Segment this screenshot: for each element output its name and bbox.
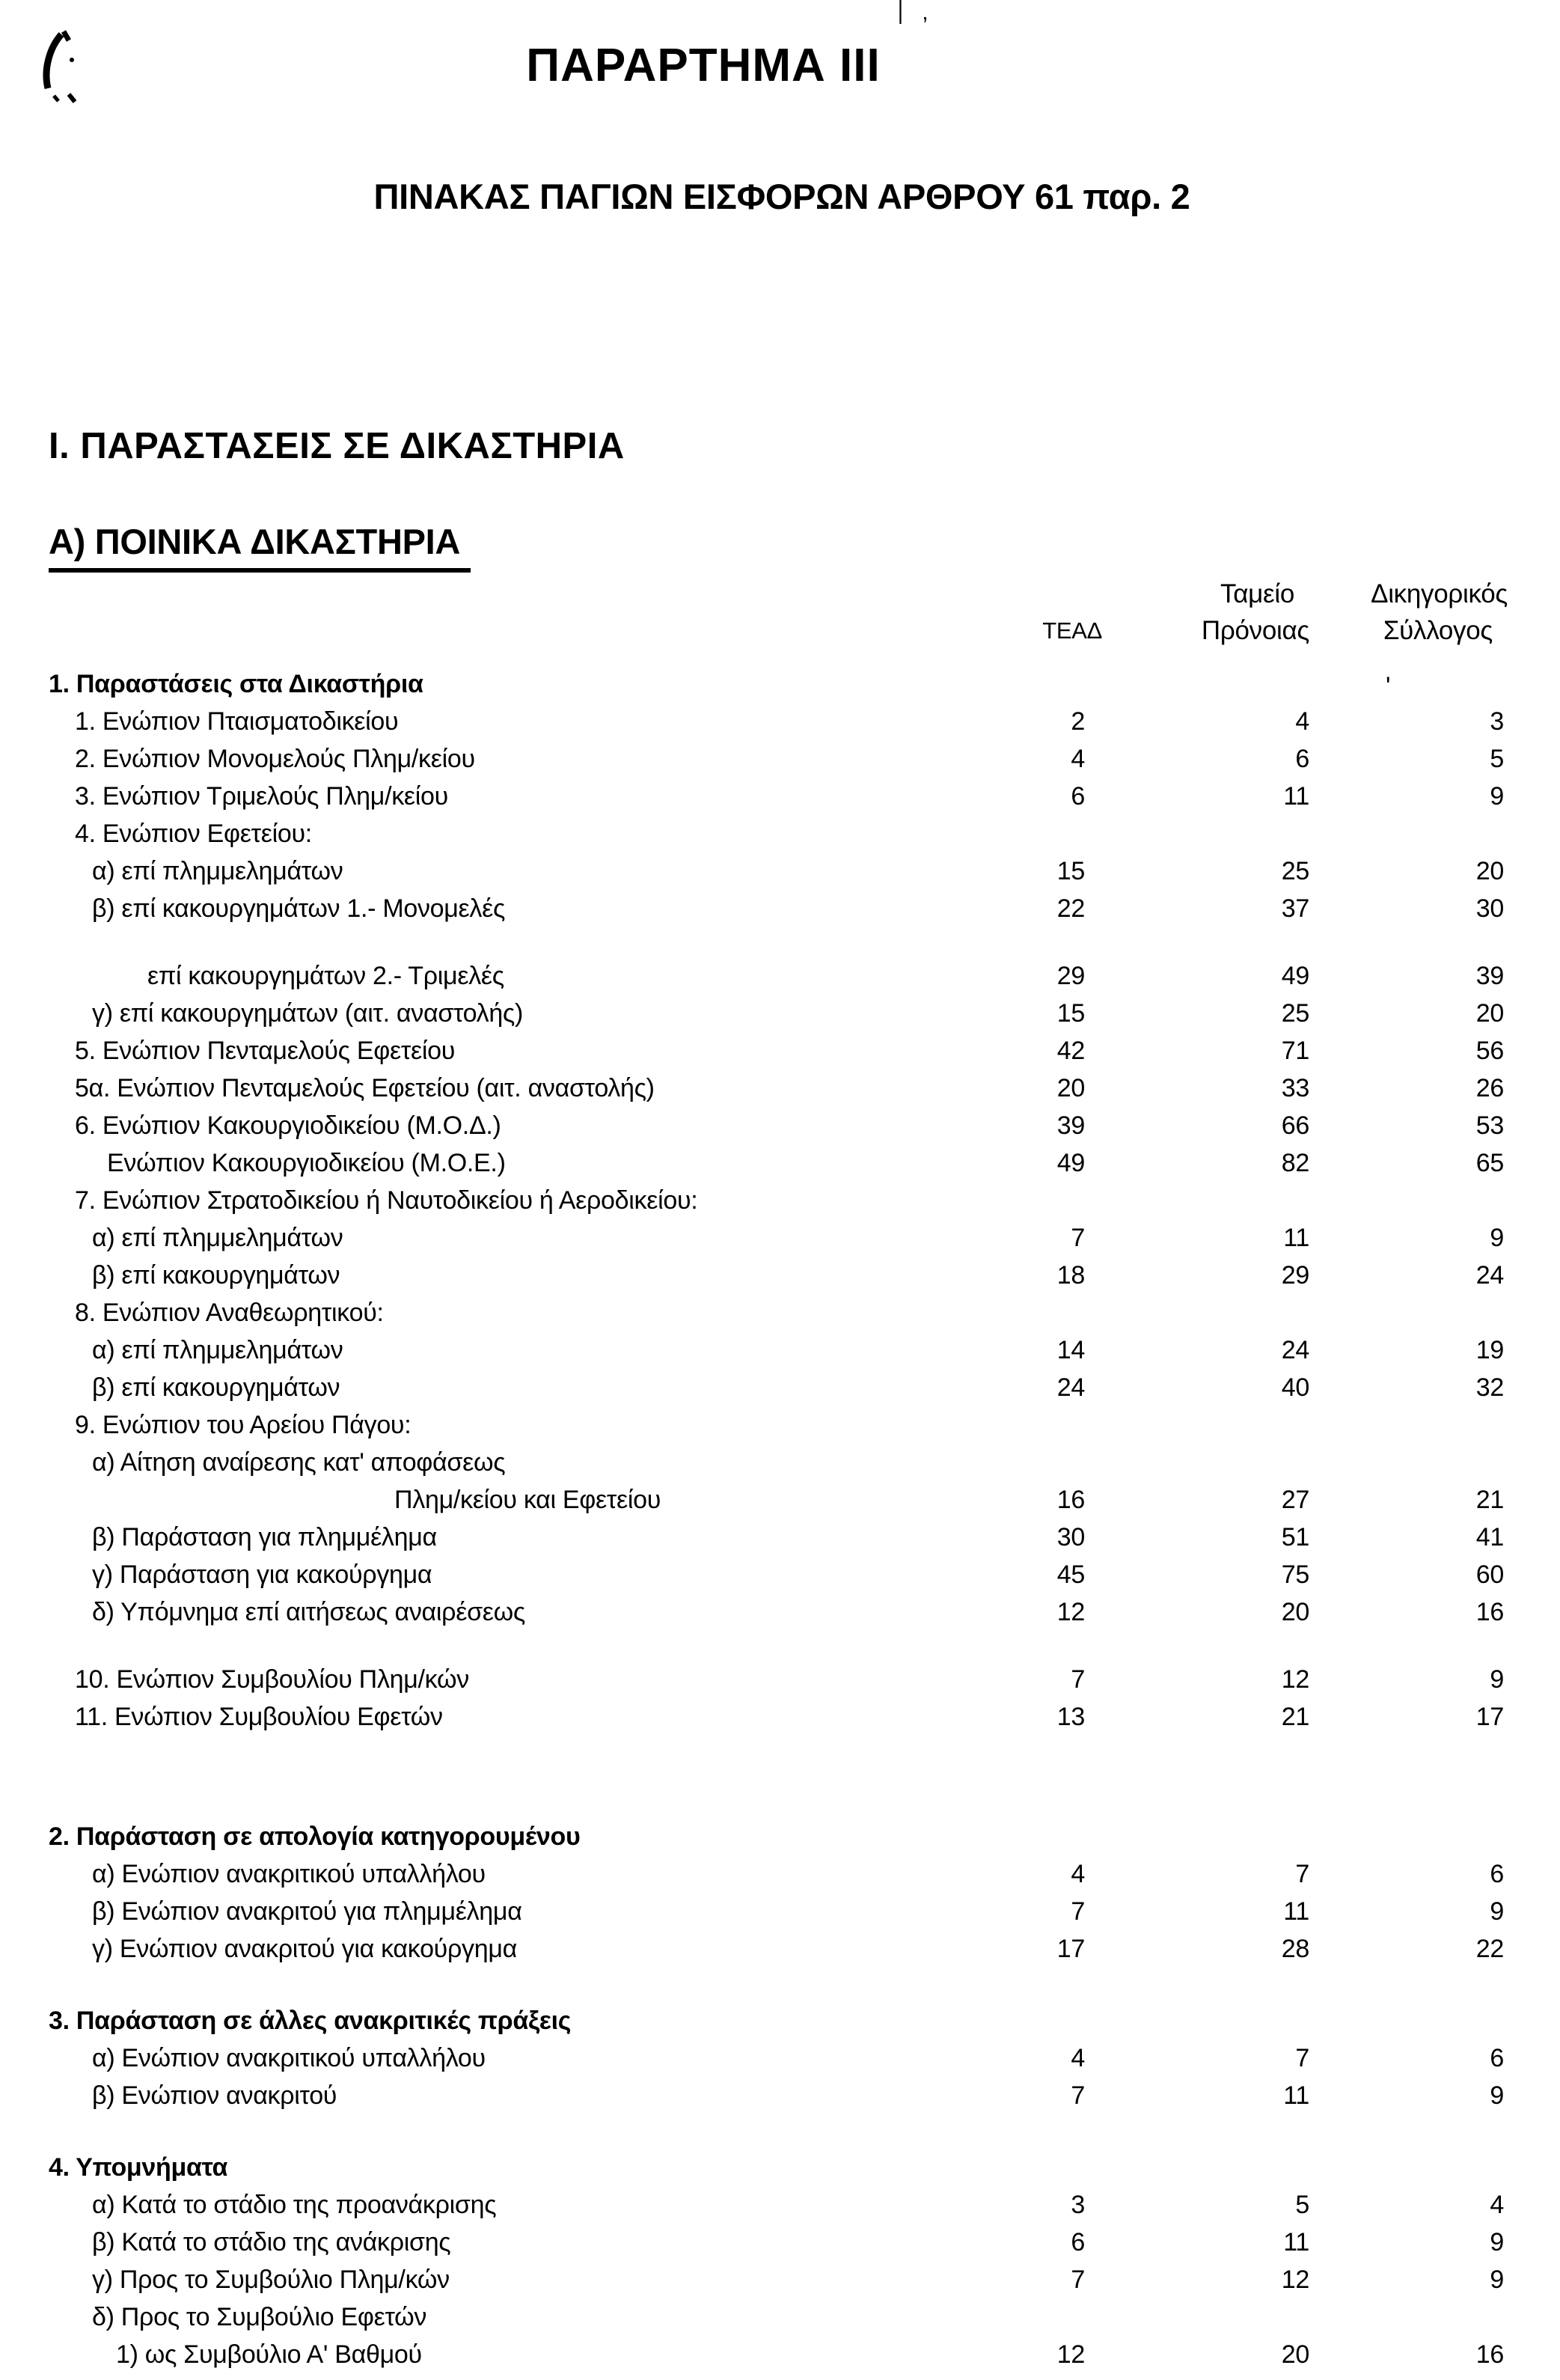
value-pronoias: 28	[1281, 1934, 1309, 1963]
row-label: α) Αίτηση αναίρεσης κατ' αποφάσεως	[92, 1447, 506, 1477]
row-label: α) Ενώπιον ανακριτικού υπαλλήλου	[92, 2043, 486, 2072]
value-pronoias: 25	[1281, 856, 1309, 885]
column-header-line-2	[49, 612, 1515, 649]
value-syllogos: 30	[1475, 894, 1504, 923]
page-subtitle: ΠΙΝΑΚΑΣ ΠΑΓΙΩΝ ΕΙΣΦΟΡΩΝ ΑΡΘΡΟΥ 61 παρ. 2	[373, 177, 1190, 216]
row-label: γ) Παράσταση για κακούργημα	[92, 1560, 432, 1589]
table-row	[49, 1893, 1515, 1930]
value-syllogos: 9	[1490, 1665, 1504, 1694]
table-row	[49, 2149, 1515, 2186]
table-row	[49, 995, 1515, 1032]
value-tead: 17	[1056, 1934, 1085, 1963]
value-tead: 14	[1056, 1335, 1085, 1364]
table-row	[49, 1294, 1515, 1331]
table-row	[49, 665, 1515, 703]
value-tead: 7	[1071, 1665, 1085, 1694]
value-tead: 49	[1056, 1148, 1085, 1177]
value-tead: 7	[1071, 1223, 1085, 1252]
value-tead: 4	[1071, 1859, 1085, 1888]
value-syllogos: 53	[1475, 1111, 1504, 1140]
value-tead: 22	[1056, 894, 1085, 923]
row-label: 10. Ενώπιον Συμβουλίου Πλημ/κών	[75, 1665, 469, 1694]
scan-artifact-apostrophe: '	[1386, 672, 1391, 701]
value-tead: 15	[1056, 998, 1085, 1028]
value-tead: 3	[1071, 2190, 1085, 2219]
value-syllogos: 19	[1475, 1335, 1504, 1364]
table-row	[49, 1444, 1515, 1481]
table-row	[49, 1818, 1515, 1855]
scan-artifact-top-center: ׀ ,	[894, 0, 933, 25]
value-tead: 6	[1071, 2227, 1085, 2257]
scan-squiggle	[39, 28, 84, 107]
value-syllogos: 41	[1475, 1522, 1504, 1551]
value-tead: 16	[1056, 1485, 1085, 1514]
table-row	[49, 1257, 1515, 1294]
row-label: α) επί πλημμελημάτων	[92, 1335, 343, 1364]
row-label: 3. Παράσταση σε άλλες ανακριτικές πράξεις	[49, 2006, 572, 2035]
table-row	[49, 1519, 1515, 1556]
table-gap	[49, 1736, 1515, 1818]
table-row	[49, 1556, 1515, 1593]
value-tead: 12	[1056, 1597, 1085, 1626]
value-tead: 24	[1056, 1373, 1085, 1402]
row-label: 1) ως Συμβούλιο Α' Βαθμού	[116, 2340, 422, 2369]
value-syllogos: 9	[1490, 781, 1504, 811]
value-syllogos: 9	[1490, 2227, 1504, 2257]
table-row	[49, 1698, 1515, 1736]
page-title: ΠΑΡΑΡΤΗΜΑ III	[526, 40, 881, 91]
row-label: 3. Ενώπιον Τριμελούς Πλημ/κείου	[75, 781, 448, 811]
row-label: 7. Ενώπιον Στρατοδικείου ή Ναυτοδικείου ή Αεροδικείου:	[75, 1186, 698, 1215]
row-label: α) επί πλημμελημάτων	[92, 856, 343, 885]
value-syllogos: 3	[1490, 707, 1504, 736]
row-label: γ) Ενώπιον ανακριτού για κακούργημα	[92, 1934, 517, 1963]
value-pronoias: 71	[1281, 1036, 1309, 1065]
row-label: 9. Ενώπιον του Αρείου Πάγου:	[75, 1410, 412, 1439]
value-pronoias: 20	[1281, 2340, 1309, 2369]
value-tead: 7	[1071, 2265, 1085, 2294]
value-pronoias: 82	[1281, 1148, 1309, 1177]
table-row	[49, 1070, 1515, 1107]
value-pronoias: 4	[1295, 707, 1309, 736]
table-row	[49, 1661, 1515, 1698]
value-syllogos: 56	[1475, 1036, 1504, 1065]
table-row	[49, 703, 1515, 740]
value-tead: 29	[1056, 961, 1085, 990]
scan-artifact-top-left	[39, 28, 84, 107]
table-row	[49, 2261, 1515, 2298]
table-row	[49, 2336, 1515, 2373]
row-label: 4. Υπομνήματα	[49, 2152, 228, 2182]
table-row	[49, 1855, 1515, 1893]
table-row	[49, 2077, 1515, 2114]
subsection-heading-text: Α) ΠΟΙΝΙΚΑ ΔΙΚΑΣΤΗΡΙΑ	[49, 521, 471, 573]
value-tead: 18	[1056, 1260, 1085, 1290]
value-syllogos: 16	[1475, 2340, 1504, 2369]
row-label: επί κακουργημάτων 2.- Τριμελές	[147, 961, 504, 990]
value-syllogos: 39	[1475, 961, 1504, 990]
value-pronoias: 12	[1281, 2265, 1309, 2294]
row-label: 4. Ενώπιον Εφετείου:	[75, 819, 312, 848]
table-gap	[49, 1631, 1515, 1661]
value-pronoias: 24	[1281, 1335, 1309, 1364]
row-label: 8. Ενώπιον Αναθεωρητικού:	[75, 1298, 384, 1327]
value-syllogos: 6	[1490, 2043, 1504, 2072]
table-row	[49, 1144, 1515, 1182]
table-row	[49, 890, 1515, 927]
row-label: 5. Ενώπιον Πενταμελούς Εφετείου	[75, 1036, 456, 1065]
row-label: β) Ενώπιον ανακριτού για πλημμέλημα	[92, 1897, 522, 1926]
row-label: 1. Ενώπιον Πταισματοδικείου	[75, 707, 399, 736]
table-row	[49, 2039, 1515, 2077]
value-tead: 7	[1071, 1897, 1085, 1926]
table-row	[49, 815, 1515, 852]
value-tead: 30	[1056, 1522, 1085, 1551]
value-tead: 15	[1056, 856, 1085, 885]
row-label: β) Κατά το στάδιο της ανάκρισης	[92, 2227, 451, 2257]
table-row	[49, 1032, 1515, 1070]
table-row	[49, 1481, 1515, 1519]
row-label: 6. Ενώπιον Κακουργιοδικείου (Μ.Ο.Δ.)	[75, 1111, 501, 1140]
value-syllogos: 9	[1490, 2081, 1504, 2110]
column-header-tamio: Ταμείο	[1220, 579, 1294, 608]
value-syllogos: 20	[1475, 998, 1504, 1028]
row-label: δ) Υπόμνημα επί αιτήσεως αναιρέσεως	[92, 1597, 525, 1626]
table-row	[49, 1593, 1515, 1631]
value-syllogos: 9	[1490, 1897, 1504, 1926]
value-tead: 2	[1071, 707, 1085, 736]
value-pronoias: 11	[1283, 1897, 1309, 1926]
value-syllogos: 60	[1475, 1560, 1504, 1589]
value-tead: 45	[1056, 1560, 1085, 1589]
column-header-line-1	[49, 576, 1515, 612]
value-syllogos: 22	[1475, 1934, 1504, 1963]
value-pronoias: 37	[1281, 894, 1309, 923]
table-row	[49, 1219, 1515, 1257]
row-label: δ) Προς το Συμβούλιο Εφετών	[92, 2302, 427, 2331]
value-pronoias: 49	[1281, 961, 1309, 990]
table-gap	[49, 927, 1515, 957]
column-header-syllogos: Σύλλογος	[1383, 615, 1493, 645]
table-row	[49, 1107, 1515, 1144]
table-row	[49, 778, 1515, 815]
row-label: 2. Ενώπιον Μονομελούς Πλημ/κείου	[75, 744, 475, 773]
table-row	[49, 740, 1515, 778]
table-row	[49, 1182, 1515, 1219]
contribution-table	[49, 665, 1515, 2373]
value-pronoias: 66	[1281, 1111, 1309, 1140]
value-pronoias: 11	[1283, 1223, 1309, 1252]
section-heading: I. ΠΑΡΑΣΤΑΣΕΙΣ ΣΕ ΔΙΚΑΣΤΗΡΙΑ	[49, 426, 625, 466]
row-label: β) Ενώπιον ανακριτού	[92, 2081, 337, 2110]
column-header-tead: ΤΕΑΔ	[1042, 617, 1102, 644]
row-label: β) επί κακουργημάτων 1.- Μονομελές	[92, 894, 506, 923]
column-header-dikigorikos: Δικηγορικός	[1371, 579, 1508, 608]
table-row	[49, 1930, 1515, 1968]
table-row	[49, 2298, 1515, 2336]
table-gap	[49, 1968, 1515, 2002]
value-tead: 13	[1056, 1702, 1085, 1731]
row-label: γ) επί κακουργημάτων (αιτ. αναστολής)	[92, 998, 524, 1028]
table-row	[49, 1369, 1515, 1406]
value-syllogos: 9	[1490, 2265, 1504, 2294]
table-row	[49, 957, 1515, 995]
value-tead: 4	[1071, 744, 1085, 773]
table-gap	[49, 2114, 1515, 2149]
value-syllogos: 16	[1475, 1597, 1504, 1626]
row-label: Ενώπιον Κακουργιοδικείου (Μ.Ο.Ε.)	[107, 1148, 506, 1177]
value-syllogos: 21	[1475, 1485, 1504, 1514]
row-label: Πλημ/κείου και Εφετείου	[394, 1485, 661, 1514]
subsection-heading	[49, 521, 1515, 573]
row-label: 11. Ενώπιον Συμβουλίου Εφετών	[75, 1702, 443, 1731]
value-syllogos: 4	[1490, 2190, 1504, 2219]
table-row	[49, 2002, 1515, 2039]
value-tead: 7	[1071, 2081, 1085, 2110]
value-pronoias: 20	[1281, 1597, 1309, 1626]
value-pronoias: 25	[1281, 998, 1309, 1028]
value-syllogos: 5	[1490, 744, 1504, 773]
value-syllogos: 32	[1475, 1373, 1504, 1402]
value-syllogos: 26	[1475, 1073, 1504, 1102]
value-tead: 4	[1071, 2043, 1085, 2072]
value-pronoias: 7	[1295, 2043, 1309, 2072]
value-syllogos: 20	[1475, 856, 1504, 885]
row-label: α) Ενώπιον ανακριτικού υπαλλήλου	[92, 1859, 486, 1888]
table-column-headers	[49, 576, 1515, 649]
value-syllogos: 9	[1490, 1223, 1504, 1252]
value-tead: 12	[1056, 2340, 1085, 2369]
value-pronoias: 33	[1281, 1073, 1309, 1102]
value-pronoias: 11	[1283, 2227, 1309, 2257]
row-label: γ) Προς το Συμβούλιο Πλημ/κών	[92, 2265, 450, 2294]
row-label: β) επί κακουργημάτων	[92, 1373, 340, 1402]
row-label: β) Παράσταση για πλημμέλημα	[92, 1522, 437, 1551]
row-label: β) επί κακουργημάτων	[92, 1260, 340, 1290]
value-pronoias: 29	[1281, 1260, 1309, 1290]
value-tead: 6	[1071, 781, 1085, 811]
value-pronoias: 6	[1295, 744, 1309, 773]
value-pronoias: 40	[1281, 1373, 1309, 1402]
row-label: 1. Παραστάσεις στα Δικαστήρια	[49, 669, 423, 698]
value-pronoias: 11	[1283, 781, 1309, 811]
value-pronoias: 75	[1281, 1560, 1309, 1589]
value-pronoias: 12	[1281, 1665, 1309, 1694]
value-syllogos: 6	[1490, 1859, 1504, 1888]
table-row	[49, 2224, 1515, 2261]
value-pronoias: 51	[1281, 1522, 1309, 1551]
table-row	[49, 1331, 1515, 1369]
table-row	[49, 1406, 1515, 1444]
value-syllogos: 65	[1475, 1148, 1504, 1177]
value-tead: 42	[1056, 1036, 1085, 1065]
value-syllogos: 24	[1475, 1260, 1504, 1290]
row-label: 2. Παράσταση σε απολογία κατηγορουμένου	[49, 1822, 581, 1851]
row-label: 5α. Ενώπιον Πενταμελούς Εφετείου (αιτ. αναστολής)	[75, 1073, 655, 1102]
table-row	[49, 2186, 1515, 2224]
value-syllogos: 17	[1475, 1702, 1504, 1731]
value-tead: 20	[1056, 1073, 1085, 1102]
row-label: α) Κατά το στάδιο της προανάκρισης	[92, 2190, 497, 2219]
row-label: α) επί πλημμελημάτων	[92, 1223, 343, 1252]
value-pronoias: 11	[1283, 2081, 1309, 2110]
value-pronoias: 21	[1281, 1702, 1309, 1731]
value-pronoias: 7	[1295, 1859, 1309, 1888]
table-row	[49, 852, 1515, 890]
value-pronoias: 27	[1281, 1485, 1309, 1514]
value-pronoias: 5	[1295, 2190, 1309, 2219]
column-header-pronoias: Πρόνοιας	[1201, 615, 1309, 645]
value-tead: 39	[1056, 1111, 1085, 1140]
